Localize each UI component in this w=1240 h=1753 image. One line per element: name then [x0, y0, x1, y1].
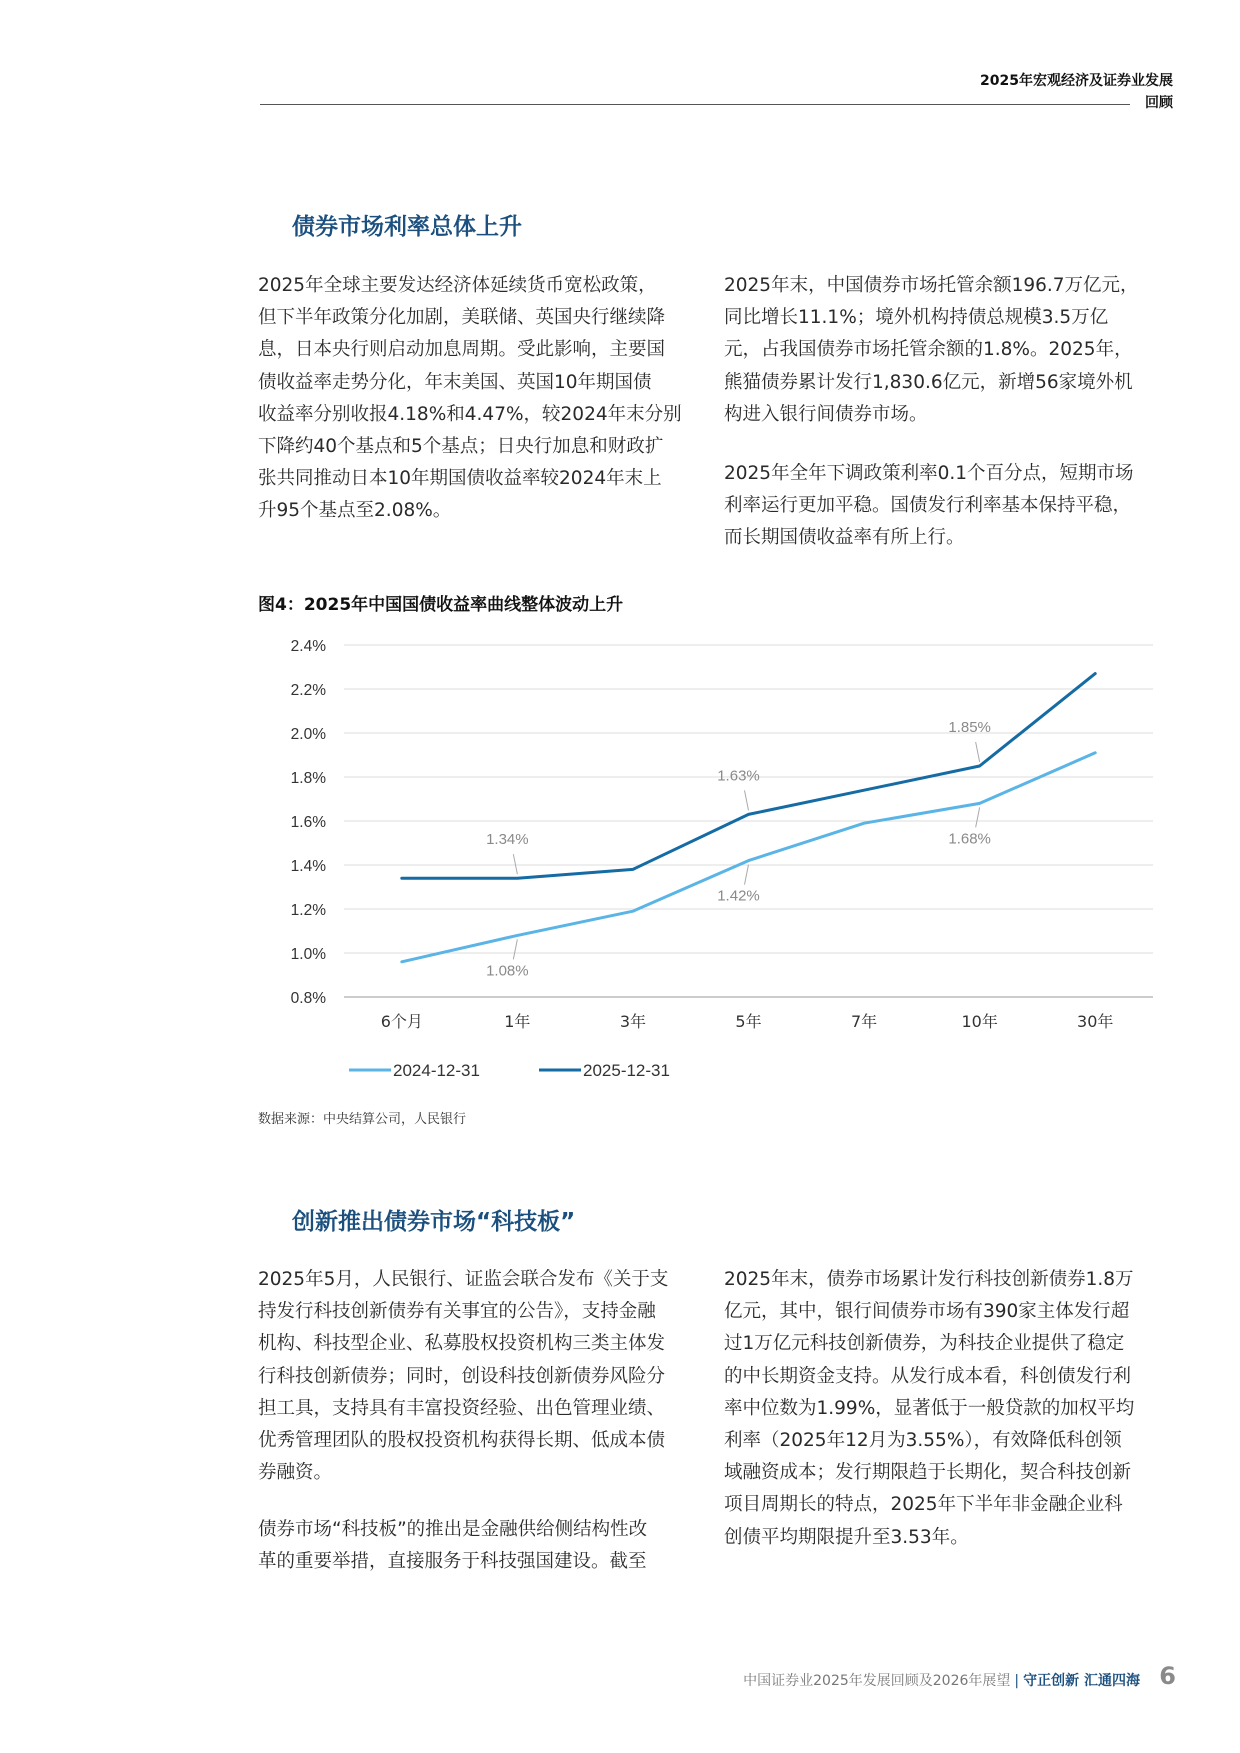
data-label: 1.68% [948, 830, 991, 848]
text-line: 券融资。 [258, 1462, 333, 1484]
data-label: 1.85% [948, 719, 991, 736]
text-line: 构进入银行间债券市场。 [724, 403, 928, 425]
text-line: 项目周期长的特点，2025年下半年非金融企业科 [724, 1494, 1123, 1516]
footer-separator: | [1014, 1673, 1020, 1689]
data-label-leader [745, 790, 749, 810]
text-line: 2025年全球主要发达经济体延续货币宽松政策， [258, 275, 657, 296]
running-header-subtitle: 回顾 [1133, 92, 1173, 112]
paragraph-tech-bond-issuance [724, 1264, 1134, 1554]
text-line: 的中长期资金支持。从发行成本看，科创债发行利 [724, 1365, 1132, 1387]
text-line: 2025年全年下调政策利率0.1个百分点，短期市场 [724, 463, 1134, 484]
footer-slogan: 守正创新 汇通四海 [1023, 1673, 1140, 1689]
text-line: 但下半年政策分化加剧，美联储、英国央行继续降 [258, 307, 666, 329]
text-line: 率中位数为1.99%，显著低于一般贷款的加权平均 [724, 1397, 1135, 1419]
paragraph-tech-bond-policy [258, 1264, 668, 1489]
data-label: 1.42% [717, 887, 760, 905]
text-line: 亿元，其中，银行间债券市场有390家主体发行超 [724, 1301, 1130, 1323]
data-label-leader [976, 742, 980, 762]
text-line: 同比增长11.1%；境外机构持债总规模3.5万亿 [724, 307, 1109, 329]
y-tick-label: 2.0% [290, 726, 326, 743]
text-line: 息，日本央行则启动加息周期。受此影响，主要国 [258, 339, 666, 361]
y-tick-label: 2.4% [290, 638, 326, 655]
x-tick-label: 3年 [619, 1012, 647, 1031]
x-tick-label: 10年 [961, 1012, 998, 1031]
text-line: 过1万亿元科技创新债券，为科技企业提供了稳定 [724, 1333, 1125, 1355]
legend-label: 2025-12-31 [583, 1061, 670, 1080]
section-heading-bond-rates: 债券市场利率总体上升 [292, 214, 522, 240]
text-line: 下降约40个基点和5个基点；日央行加息和财政扩 [258, 435, 664, 457]
y-tick-label: 1.0% [290, 946, 326, 963]
y-tick-label: 1.2% [290, 902, 326, 919]
text-line: 持发行科技创新债券有关事宜的公告》，支持金融 [258, 1301, 656, 1323]
text-line: 利率（2025年12月为3.55%），有效降低科创领 [724, 1429, 1122, 1451]
text-line: 债收益率走势分化，年末美国、英国10年期国债 [258, 371, 652, 393]
text-line: 利率运行更加平稳。国债发行利率基本保持平稳， [724, 495, 1132, 517]
text-line: 创债平均期限提升至3.53年。 [724, 1526, 969, 1548]
text-line: 升95个基点至2.08%。 [258, 500, 452, 522]
text-line: 优秀管理团队的股权投资机构获得长期、低成本债 [258, 1429, 666, 1451]
text-line: 而长期国债收益率有所上行。 [724, 527, 965, 549]
text-line: 元，占我国债券市场托管余额的1.8%。2025年， [724, 339, 1133, 361]
text-line: 2025年末，中国债券市场托管余额196.7万亿元， [724, 275, 1139, 296]
text-line: 机构、科技型企业、私募股权投资机构三类主体发 [258, 1333, 666, 1355]
text-line: 熊猫债券累计发行1,830.6亿元，新增56家境外机 [724, 371, 1133, 393]
text-line: 革的重要举措，直接服务于科技强国建设。截至 [258, 1551, 647, 1573]
data-label: 1.34% [486, 831, 529, 849]
x-tick-label: 7年 [850, 1012, 878, 1031]
y-tick-label: 0.8% [290, 990, 326, 1007]
paragraph-tech-board-significance [258, 1514, 647, 1578]
x-tick-label: 6个月 [380, 1012, 423, 1031]
data-label: 1.08% [486, 962, 529, 980]
x-tick-label: 30年 [1077, 1012, 1114, 1031]
x-tick-label: 1年 [504, 1012, 531, 1031]
header-rule [260, 104, 1130, 105]
y-tick-label: 2.2% [290, 682, 326, 699]
paragraph-policy-rate [724, 458, 1134, 555]
data-label-leader [513, 939, 517, 959]
text-line: 2025年末，债券市场累计发行科技创新债券1.8万 [724, 1269, 1134, 1290]
text-line: 2025年5月，人民银行、证监会联合发布《关于支 [258, 1269, 669, 1290]
section-heading-tech-board: 创新推出债券市场“科技板” [292, 1209, 576, 1235]
footer-document-title: 中国证券业2025年发展回顾及2026年展望 [743, 1673, 1011, 1689]
data-label-leader [745, 865, 749, 885]
yield-curve-chart [258, 625, 1168, 1085]
data-label: 1.63% [717, 767, 760, 785]
text-line: 张共同推动日本10年期国债收益率较2024年末上 [258, 468, 662, 490]
data-label-leader [513, 854, 517, 874]
text-line: 域融资成本；发行期限趋于长期化，契合科技创新 [724, 1462, 1132, 1484]
x-tick-label: 5年 [735, 1012, 762, 1031]
y-tick-label: 1.6% [290, 814, 326, 831]
page-number: 6 [1159, 1662, 1176, 1690]
text-line: 收益率分别收报4.18%和4.47%，较2024年末分别 [258, 403, 682, 425]
legend-label: 2024-12-31 [393, 1061, 480, 1080]
y-tick-label: 1.8% [290, 770, 326, 787]
figure-source: 数据来源：中央结算公司，人民银行 [258, 1112, 467, 1127]
running-header-title: 2025年宏观经济及证券业发展 [980, 73, 1173, 89]
text-line: 行科技创新债券；同时，创设科技创新债券风险分 [258, 1365, 666, 1387]
data-label-leader [976, 807, 980, 827]
y-tick-label: 1.4% [290, 858, 326, 875]
text-line: 担工具，支持具有丰富投资经验、出色管理业绩、 [258, 1397, 666, 1419]
text-line: 债券市场“科技板”的推出是金融供给侧结构性改 [258, 1519, 648, 1540]
figure-title: 图4：2025年中国国债收益率曲线整体波动上升 [258, 595, 624, 615]
page-footer [743, 1670, 1140, 1690]
paragraph-global-yields [258, 270, 682, 528]
paragraph-china-bond-market [724, 270, 1139, 431]
